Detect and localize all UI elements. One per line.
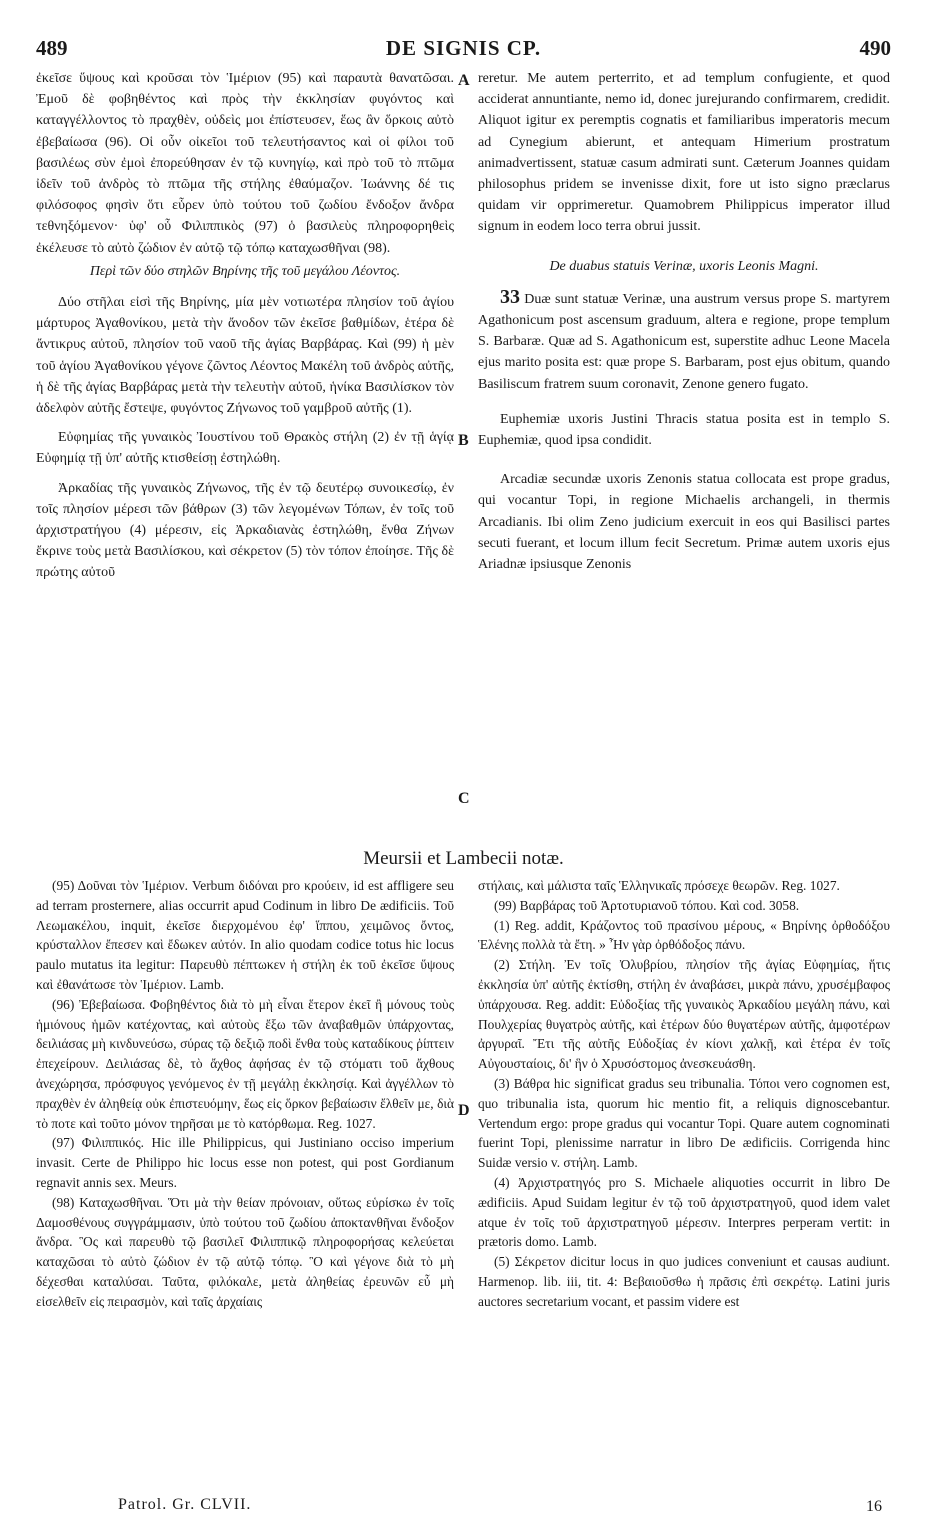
footnote: (5) Σέκρετον dicitur locus in quo judices conveniunt et causas audiunt. Harmenop. lib. iii, tit. 4: Βεβαιοῦσθω ἡ πρᾶσις ἐπὶ σεκρέτῳ. Latini juris auctores secretarium vocant, et passim videre est bbox=[478, 1254, 890, 1309]
footer-sheet-number: 16 bbox=[866, 1498, 882, 1515]
latin-paragraph-text: Duæ sunt statuæ Verinæ, una austrum versus prope S. martyrem Agathonicum post ascensum graduum, altera e regione, prope templum S. Barbaræ. Quæ ad S. Agathonicum est, superstite adhuc Leone Macela ejus marito posita est: quæ prope S. Barbaram, post ejus obitum, quando Basiliscum fratrem suum coronavit, Zenone genero fugato. bbox=[478, 291, 890, 392]
footnote: (1) Reg. addit, Κράζοντος τοῦ πρασίνου μέρους, « Βηρίνης ὀρθοδόξου Ἑλένης πολλὰ τὰ ἔτη. » Ἦν γὰρ ὀρθόδοξος πάνυ. bbox=[478, 917, 890, 953]
footnote: (97) Φιλιππικός. Hic ille Philippicus, qui Justiniano occiso imperium invasit. Certe de Philippo hic locus esse non potest, qui post Gordianum regnavit annis sex. Meurs. bbox=[36, 1135, 454, 1190]
footnote: (99) Βαρβάρας τοῦ Ἀρτοτυριανοῦ τόπου. Καὶ cod. 3058. bbox=[494, 897, 800, 913]
notes-right-column bbox=[478, 876, 890, 1312]
footnote: (98) Καταχωσθῆναι. Ὅτι μὰ τὴν θείαν πρόνοιαν, οὕτως εὑρίσκω ἐν τοῖς Δαμοσθένους συγγράμμασιν, ὑπὸ τούτου τοῦ ζωδίου ἀποκτανθῆναι ἔνδοξον ἄνδρα. Ὃς καὶ παρευθὺ τῷ βασιλεῖ Φιλιππικῷ πληροφορήσας κελεύεται καταχῶσαι τὸ αὐτὸ ζώδιον ἐν τῷ αὐτῷ τόπῳ. Ὃ καὶ γέγονε διὰ τὸ μὴ δέχεσθαι καταλύσαι. Ταῦτα, φιλόκαλε, μετὰ ἀληθείας ἐρευνῶν εὖ μὴ εἰσελθεῖν εἰς πειρασμὸν, καὶ ταῖς ἀρχαίαις bbox=[36, 1194, 454, 1309]
margin-marker-d: D bbox=[458, 1102, 470, 1119]
greek-section-heading: Περὶ τῶν δύο στηλῶν Βηρίνης τῆς τοῦ μεγάλου Λέοντος. bbox=[89, 263, 401, 279]
margin-marker-c: C bbox=[458, 790, 470, 807]
greek-paragraph: Δύο στῆλαι εἰσὶ τῆς Βηρίνης, μία μὲν νοτιωτέρα πλησίον τοῦ ἁγίου μάρτυρος Ἀγαθονίκου, μετὰ τὴν ἄνοδον τῶν ἐκεῖσε βαθμίδων, ἑτέρα δὲ ἄντικρυς αὐτοῦ, πλησίον τοῦ ναοῦ τῆς ἁγίας Βαρβάρας. Καὶ (99) ἡ μὲν τοῦ ἁγίου Ἀγαθονίκου γέγονε ζῶντος Λέοντος Μακέλη τοῦ ἀνδρὸς αὐτῆς, ἡ δὲ τῆς ἁγίας Βαρβάρας μετὰ τὴν τελευτὴν αὐτοῦ, ἡνίκα Βασιλίσκον τὸν ἀδελφὸν αὐτῆς ἔστεψε, φυγόντος Ζήνωνος τοῦ γαμβροῦ αὐτῆς (1). bbox=[36, 295, 454, 417]
latin-paragraph: reretur. Me autem perterrito, et ad templum confugiente, et quod acciderat annuntiante, nemo id, donec jurejurando confirmarem, credidit. Aliquot igitur ex peremptis cognatis et familiaribus imperatoris mecum ad Cynegium abierunt, et antequam Himerium prostratum animadvertissent, statuæ casum admirati sunt. Cæterum Joannes quidam philosophus pridem se invenisse dixit, fore ut isto signo præclarus quidam vir opprimeretur. Quamobrem Philippicus imperator illud signum in eodem loco terra obrui jussit. bbox=[478, 71, 890, 235]
greek-paragraph: Εὐφημίας τῆς γυναικὸς Ἰουστίνου τοῦ Θρακὸς στήλη (2) ἐν τῇ ἁγίᾳ Εὐφημίᾳ τῇ ὑπ' αὐτῆς κτισθείσῃ ἐστηλώθη. bbox=[36, 430, 454, 467]
margin-marker-a: A bbox=[458, 72, 470, 89]
page-number-right: 490 bbox=[859, 36, 891, 60]
latin-paragraph: Euphemiæ uxoris Justini Thracis statua posita est in templo S. Euphemiæ, quod ipsa condidit. bbox=[478, 411, 890, 449]
greek-paragraph: Ἀρκαδίας τῆς γυναικὸς Ζήνωνος, τῆς ἐν τῷ δευτέρῳ συνοικεσίῳ, ἐν τοῖς πλησίον μέρεσι τῶν βάθρων (3) τῶν λεγομένων Τόπων, ἐν τοῖς τοῦ ἀρχιστρατήγου (4) μέρεσιν, εἰς Ἀρκαδιανὰς ἐστηλώθη, ἔνθα Ζήνων ἔκρινε τοὺς μετὰ Βασιλίσκου, καὶ σέκρετον (5) τὸν τόπον ἐποίησε. Τῆς δὲ πρώτης αὐτοῦ bbox=[36, 480, 454, 581]
latin-paragraph bbox=[478, 287, 890, 395]
notes-left-column bbox=[36, 876, 454, 1312]
footnote: (2) Στήλη. Ἐν τοῖς Ὀλυβρίου, πλησίον τῆς ἁγίας Εὐφημίας, ἥτις ἐκκλησία ὑπ' αὐτῆς ἐκτίσθη, στήλη ἐν ἀναβάσει, μικρὰ πάνυ, χρυσέμβαφος ὑπάρχουσα. Reg. addit: Εὐδοξίας τῆς γυναικὸς Ἀρκαδίου μεγάλη πάνυ, καὶ Πουλχερίας θυγατρὸς αὐτῆς, καὶ ἑτέρων δύο θυγατέρων αὐτῆς, ἀμφοτέρων ἀργυραῖ. Ἔτι τῆς αὐτῆς Εὐδοξίας ἐν κίονι χαλκῇ, καὶ ἑτέρα ἐν τοῖς Αὐγουσταίοις, δι' ἣν ὁ Χρυσόστομος ἀνεσκευάσθη. bbox=[478, 957, 890, 1072]
footnote: (4) Ἀρχιστρατηγός pro S. Michaele aliquoties occurrit in libro De ædificiis. Apud Suidam legitur ἐν τῷ τοῦ ἀρχιστρατηγοῦ, quod idem valet atque ἐν τοῖς τοῦ ἀρχιστρατηγοῦ μέρεσιν. Interpres perperam vertit: in prætoris domo. Lamb. bbox=[478, 1174, 890, 1250]
footnote: (95) Δοῦναι τὸν Ἱμέριον. Verbum διδόναι pro κρούειν, id est affligere seu ad terram prosternere, alias occurrit apud Codinum in libro De ædificiis. Τοῦ Λεωμακέλου, inquit, ἐκεῖσε διερχομένου ἐφ' ἵππου, χειμῶνος ὄντος, κρύσταλλον ἔπεσεν καὶ ἔδωκεν αὐτόν. In alio quodam codice totus hic locus paulo mutatus ita legitur: Παρευθὺ πέπτωκεν ἡ στήλη ἐκ τοῦ ἐκεῖσε ὕψους καὶ ἐθανάτωσε τὸν Ἱμέριον. Lamb. bbox=[36, 878, 454, 992]
notes-title: Meursii et Lambecii notæ. bbox=[363, 848, 564, 869]
margin-marker-b: B bbox=[458, 432, 469, 449]
footer-signature: Patrol. Gr. CLVII. bbox=[118, 1496, 252, 1513]
page-number-left: 489 bbox=[36, 36, 68, 60]
section-number: 33 bbox=[500, 285, 520, 308]
greek-text-column bbox=[36, 68, 454, 584]
latin-text-column bbox=[478, 68, 890, 575]
footnote: στήλαις, καὶ μάλιστα ταῖς Ἑλληνικαῖς πρόσεχε θεωρῶν. Reg. 1027. bbox=[478, 878, 840, 893]
page-header bbox=[36, 36, 891, 66]
running-title: DE SIGNIS CP. bbox=[385, 36, 542, 60]
footnote: (3) Βάθρα hic significat gradus seu tribunalia. Τόποι vero cognomen est, quo tribunalia ista, quorum hic mentio fit, a reliquis dignoscebantur. Vertendum ergo: prope gradus qui vocantur Topi. Quare autem cognominati fuerint Topi, plenissime narratur in libro De ædificiis. Corrigenda hinc Suidæ versio v. στήλη. Lamb. bbox=[478, 1075, 890, 1171]
greek-paragraph: ἐκεῖσε ὕψους καὶ κροῦσαι τὸν Ἱμέριον (95) καὶ παραυτὰ θανατῶσαι. Ἐμοῦ δὲ φοβηθέντος καὶ πρὸς τὴν ἐκκλησίαν φυγόντος καὶ καταγγέλλοντος τὸ πραχθὲν, οὐδεὶς μοι ἐπίστευσεν, ἕως ἂν ὅρκοις αὐτὸ ἐβεβαίωσα (96). Οἱ οὖν οἰκεῖοι τοῦ τελευτήσαντος καὶ οἱ φίλοι τοῦ βασιλέως σὺν ἐμοὶ ἐπορεύθησαν ἐν τῷ κυνηγίῳ, καὶ πρὸ τοῦ τὸ πτῶμα ἰδεῖν τοῦ ἀνδρὸς τὸ πτῶμα τῆς στήλης ἐθαύμαζον. Ἰωάννης δέ τις φιλόσοφος φησὶν ὅτι εὗρεν ὑπὸ τούτου τοῦ ζωδίου ἔνδοξον ἄνδρα τεθνηξόμενον· ὑφ' οὗ Φιλιππικὸς (97) ὁ βασιλεὺς πληροφορηθεὶς ἐκέλευσε τὸ αὐτὸ ζώδιον ἐν αὐτῷ τῷ τόπῳ καταχωσθῆναι (98). bbox=[36, 71, 454, 256]
footnote: (96) Ἐβεβαίωσα. Φοβηθέντος διὰ τὸ μὴ εἶναι ἕτερον ἐκεῖ ἢ μόνους τοὺς ἡμιόνους ἡμῶν κατέχοντας, καὶ αὐτοὺς ἔξω τῶν ἀναβαθμῶν ὑπάρχοντας, δειλιάσας μὴ κινδυνεύσω, σύρας τῷ δεξιῷ ποδὶ ἔνθα τοὺς καταδίκους ῥίπτειν ἐπεχείρουν. Δειλιάσας δὲ, τὸ ἄχθος ἀφήσας ἐν τῷ στόματι τοῦ ἄχθους ἀνεχώρησα, πρόσφυγος γενόμενος ἐν τῇ μεγάλῃ ἐκκλησίᾳ. Καὶ ἀγγέλλων τὸ πραχθὲν ἐν ἀληθείᾳ οὐκ ἐπιστευόμην, ἕως εἰς ὅρκον βεβαίωσιν ἔλθεῖν με, διὰ τὸ ποτε καὶ τοῦτο μόνον τηρῆσαι με τὸ κατόρθωμα. Reg. 1027. bbox=[36, 996, 454, 1131]
latin-paragraph: Arcadiæ secundæ uxoris Zenonis statua collocata est prope gradus, qui vocantur Topi, in regione Michaelis archangeli, in thermis Arcadianis. Ibi olim Zeno judicium exercuit in eos qui Basilisci partes secuti fuerant, et locum illum fecit Secretum. Primæ autem uxoris ejus Ariadnæ ipsiusque Zenonis bbox=[478, 472, 890, 573]
latin-section-heading: De duabus statuis Verinæ, uxoris Leonis Magni. bbox=[549, 258, 819, 274]
